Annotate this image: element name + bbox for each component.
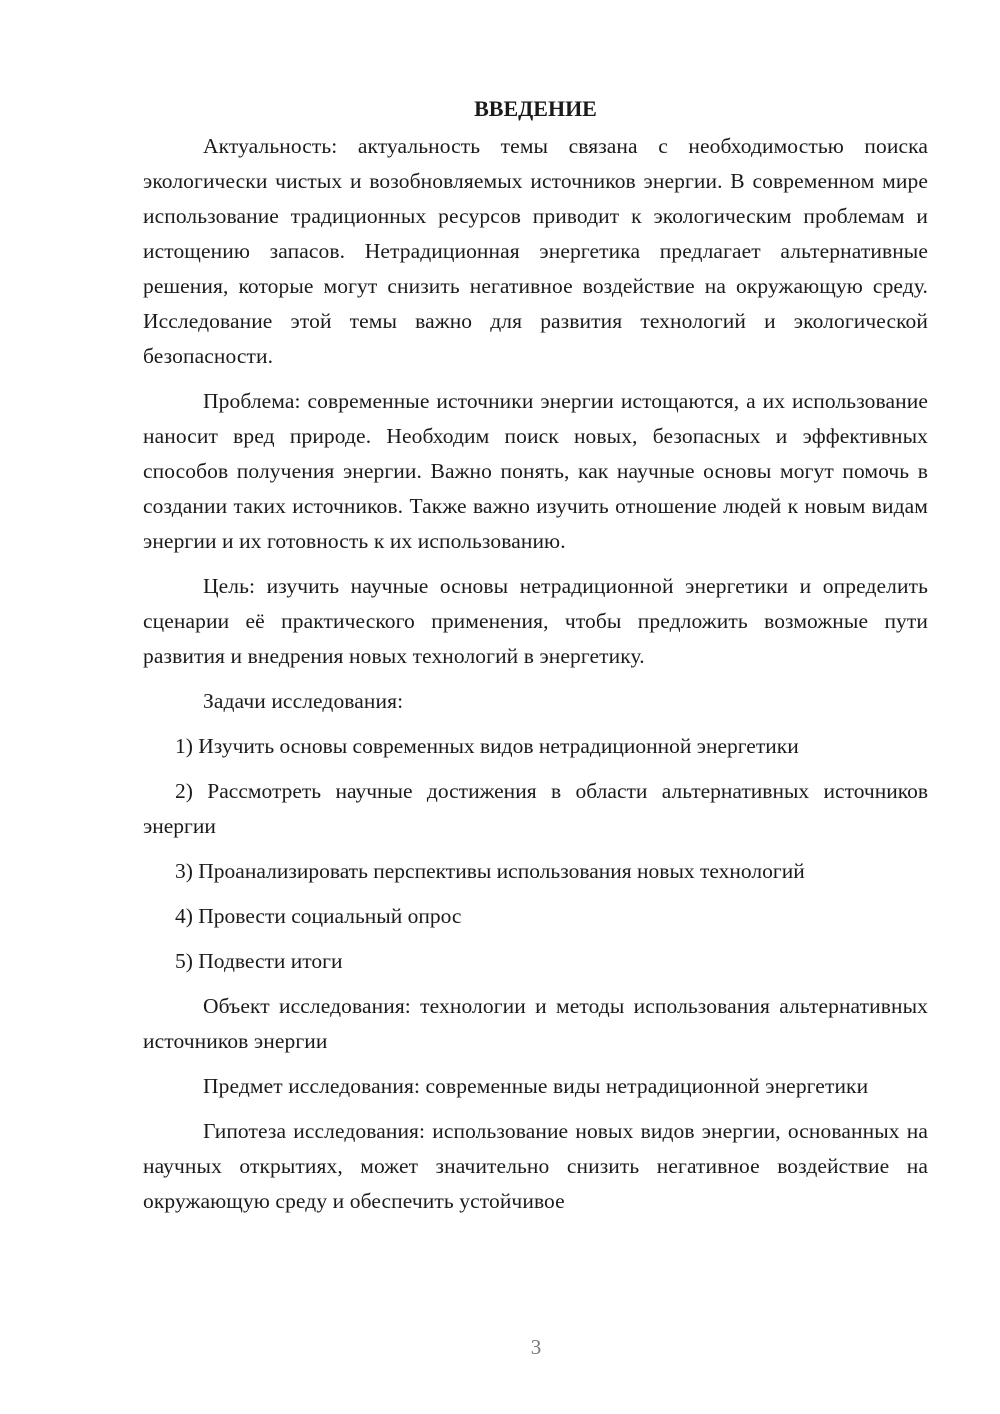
relevance-paragraph: Актуальность: актуальность темы связана с необходимостью поиска экологически чистых и возобновляемых источников энергии. В современном мире использование традиционных ресурсов приводит к экологическим проблемам и истощению запасов. Нетрадиционная энергетика предлагает альтернативные решения, которые могут снизить негативное воздействие на окружающую среду. Исследование этой темы важно для развития технологий и экологической безопасности. [143,134,928,368]
page-title: ВВЕДЕНИЕ [474,96,597,121]
task-item: 1) Изучить основы современных видов нетрадиционной энергетики [175,734,799,758]
problem-paragraph: Проблема: современные источники энергии истощаются, а их использование наносит вред природе. Необходим поиск новых, безопасных и эффективных способов получения энергии. Важно понять, как научные основы могут помочь в создании таких источников. Также важно изучить отношение людей к новым видам энергии и их готовность к их использованию. [143,389,928,553]
page-number: 3 [530,1335,542,1359]
task-item: 5) Подвести итоги [175,949,343,973]
goal-paragraph: Цель: изучить научные основы нетрадиционной энергетики и определить сценарии её практического применения, чтобы предложить возможные пути развития и внедрения новых технологий в энергетику. [143,574,928,668]
tasks-heading: Задачи исследования: [203,689,404,713]
task-item: 3) Проанализировать перспективы использования новых технологий [175,859,805,883]
object-paragraph: Объект исследования: технологии и методы использования альтернативных источников энергии [143,994,928,1053]
hypothesis-paragraph: Гипотеза исследования: использование новых видов энергии, основанных на научных открытиях, может значительно снизить негативное воздействие на окружающую среду и обеспечить устойчивое [143,1119,928,1213]
task-item: 2) Рассмотреть научные достижения в области альтернативных источников энергии [143,779,928,838]
subject-paragraph: Предмет исследования: современные виды нетрадиционной энергетики [203,1074,869,1098]
page-content [143,92,928,1229]
task-item: 4) Провести социальный опрос [175,904,462,928]
